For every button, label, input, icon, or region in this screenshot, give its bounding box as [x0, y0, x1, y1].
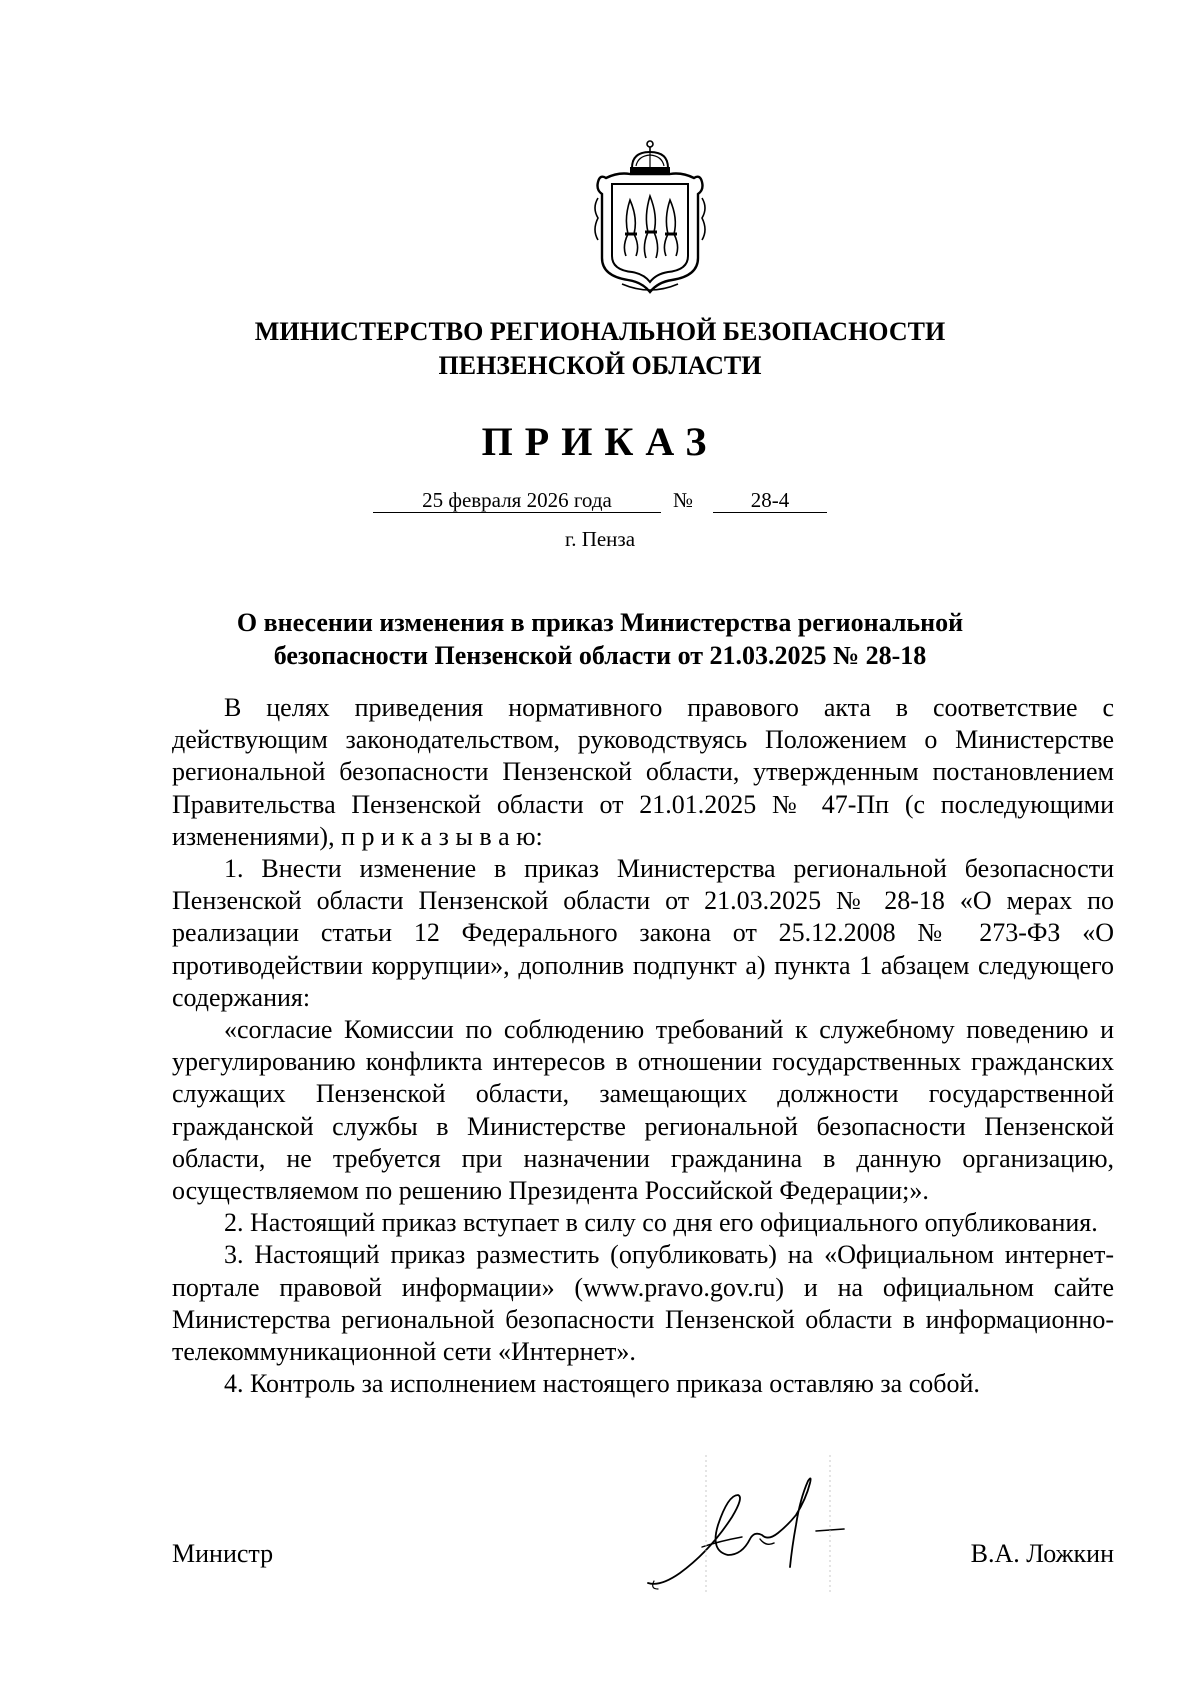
body-paragraph-item-3: 3. Настоящий приказ разместить (опубликовать) на «Официальном интернет-портале правовой информации» (www.pravo.gov.ru) и на официальном сайте Министерства региональной безопасности Пензенской области в информационно-телекоммуникационной сети «Интернет».	[172, 1240, 1114, 1367]
number-sign: №	[672, 488, 694, 512]
pensa-oblast-coat-of-arms-icon	[592, 138, 708, 296]
ministry-title-line1: МИНИСТЕРСТВО РЕГИОНАЛЬНОЙ БЕЗОПАСНОСТИ	[254, 317, 946, 346]
order-subject	[0, 606, 1200, 672]
body-paragraph-item-4: 4. Контроль за исполнением настоящего приказа оставляю за собой.	[224, 1369, 980, 1399]
date-number-line	[0, 486, 1200, 514]
ministry-title-line2: ПЕНЗЕНСКОЙ ОБЛАСТИ	[438, 351, 762, 380]
body-paragraph-preamble: В целях приведения нормативного правового акта в соответствие с действующим законодательством, руководствуясь Положением о Министерстве региональной безопасности Пензенской области, утвержденным постановлением Правительства Пензенской области от 21.01.2025 № 47-Пп (с последующими изменениями), п р и к а з ы в а ю:	[172, 693, 1114, 851]
body-paragraph-quote: «согласие Комиссии по соблюдению требований к служебному поведению и урегулированию конфликта интересов в отношении государственных гражданских служащих Пензенской области, замещающих должности государственной гражданской службы в Министерстве региональной безопасности Пензенской области, не требуется при назначении гражданина в данную организацию, осуществляемом по решению Президента Российской Федерации;».	[172, 1015, 1114, 1206]
signatory-role: Министр	[172, 1539, 274, 1568]
order-date: 25 февраля 2026 года	[373, 488, 661, 513]
document-type-heading: ПРИКАЗ	[481, 419, 719, 464]
order-body	[172, 692, 1114, 1400]
subject-line1: О внесении изменения в приказ Министерства региональной	[236, 608, 964, 637]
subject-line2: безопасности Пензенской области от 21.03.2025 № 28-18	[273, 641, 927, 670]
handwritten-signature	[640, 1455, 890, 1595]
signatory-name: В.А. Ложкин	[970, 1539, 1114, 1568]
order-number: 28-4	[713, 488, 827, 513]
city-label: г. Пенза	[564, 527, 636, 551]
body-paragraph-item-2: 2. Настоящий приказ вступает в силу со дня его официального опубликования.	[224, 1208, 1098, 1238]
body-paragraph-item-1: 1. Внести изменение в приказ Министерства региональной безопасности Пензенской области Пензенской области от 21.03.2025 № 28-18 «О мерах по реализации статьи 12 Федерального закона от 25.12.2008 № 273-ФЗ «О противодействии коррупции», дополнив подпункт а) пункта 1 абзацем следующего содержания:	[172, 854, 1114, 1012]
ministry-title	[0, 315, 1200, 383]
